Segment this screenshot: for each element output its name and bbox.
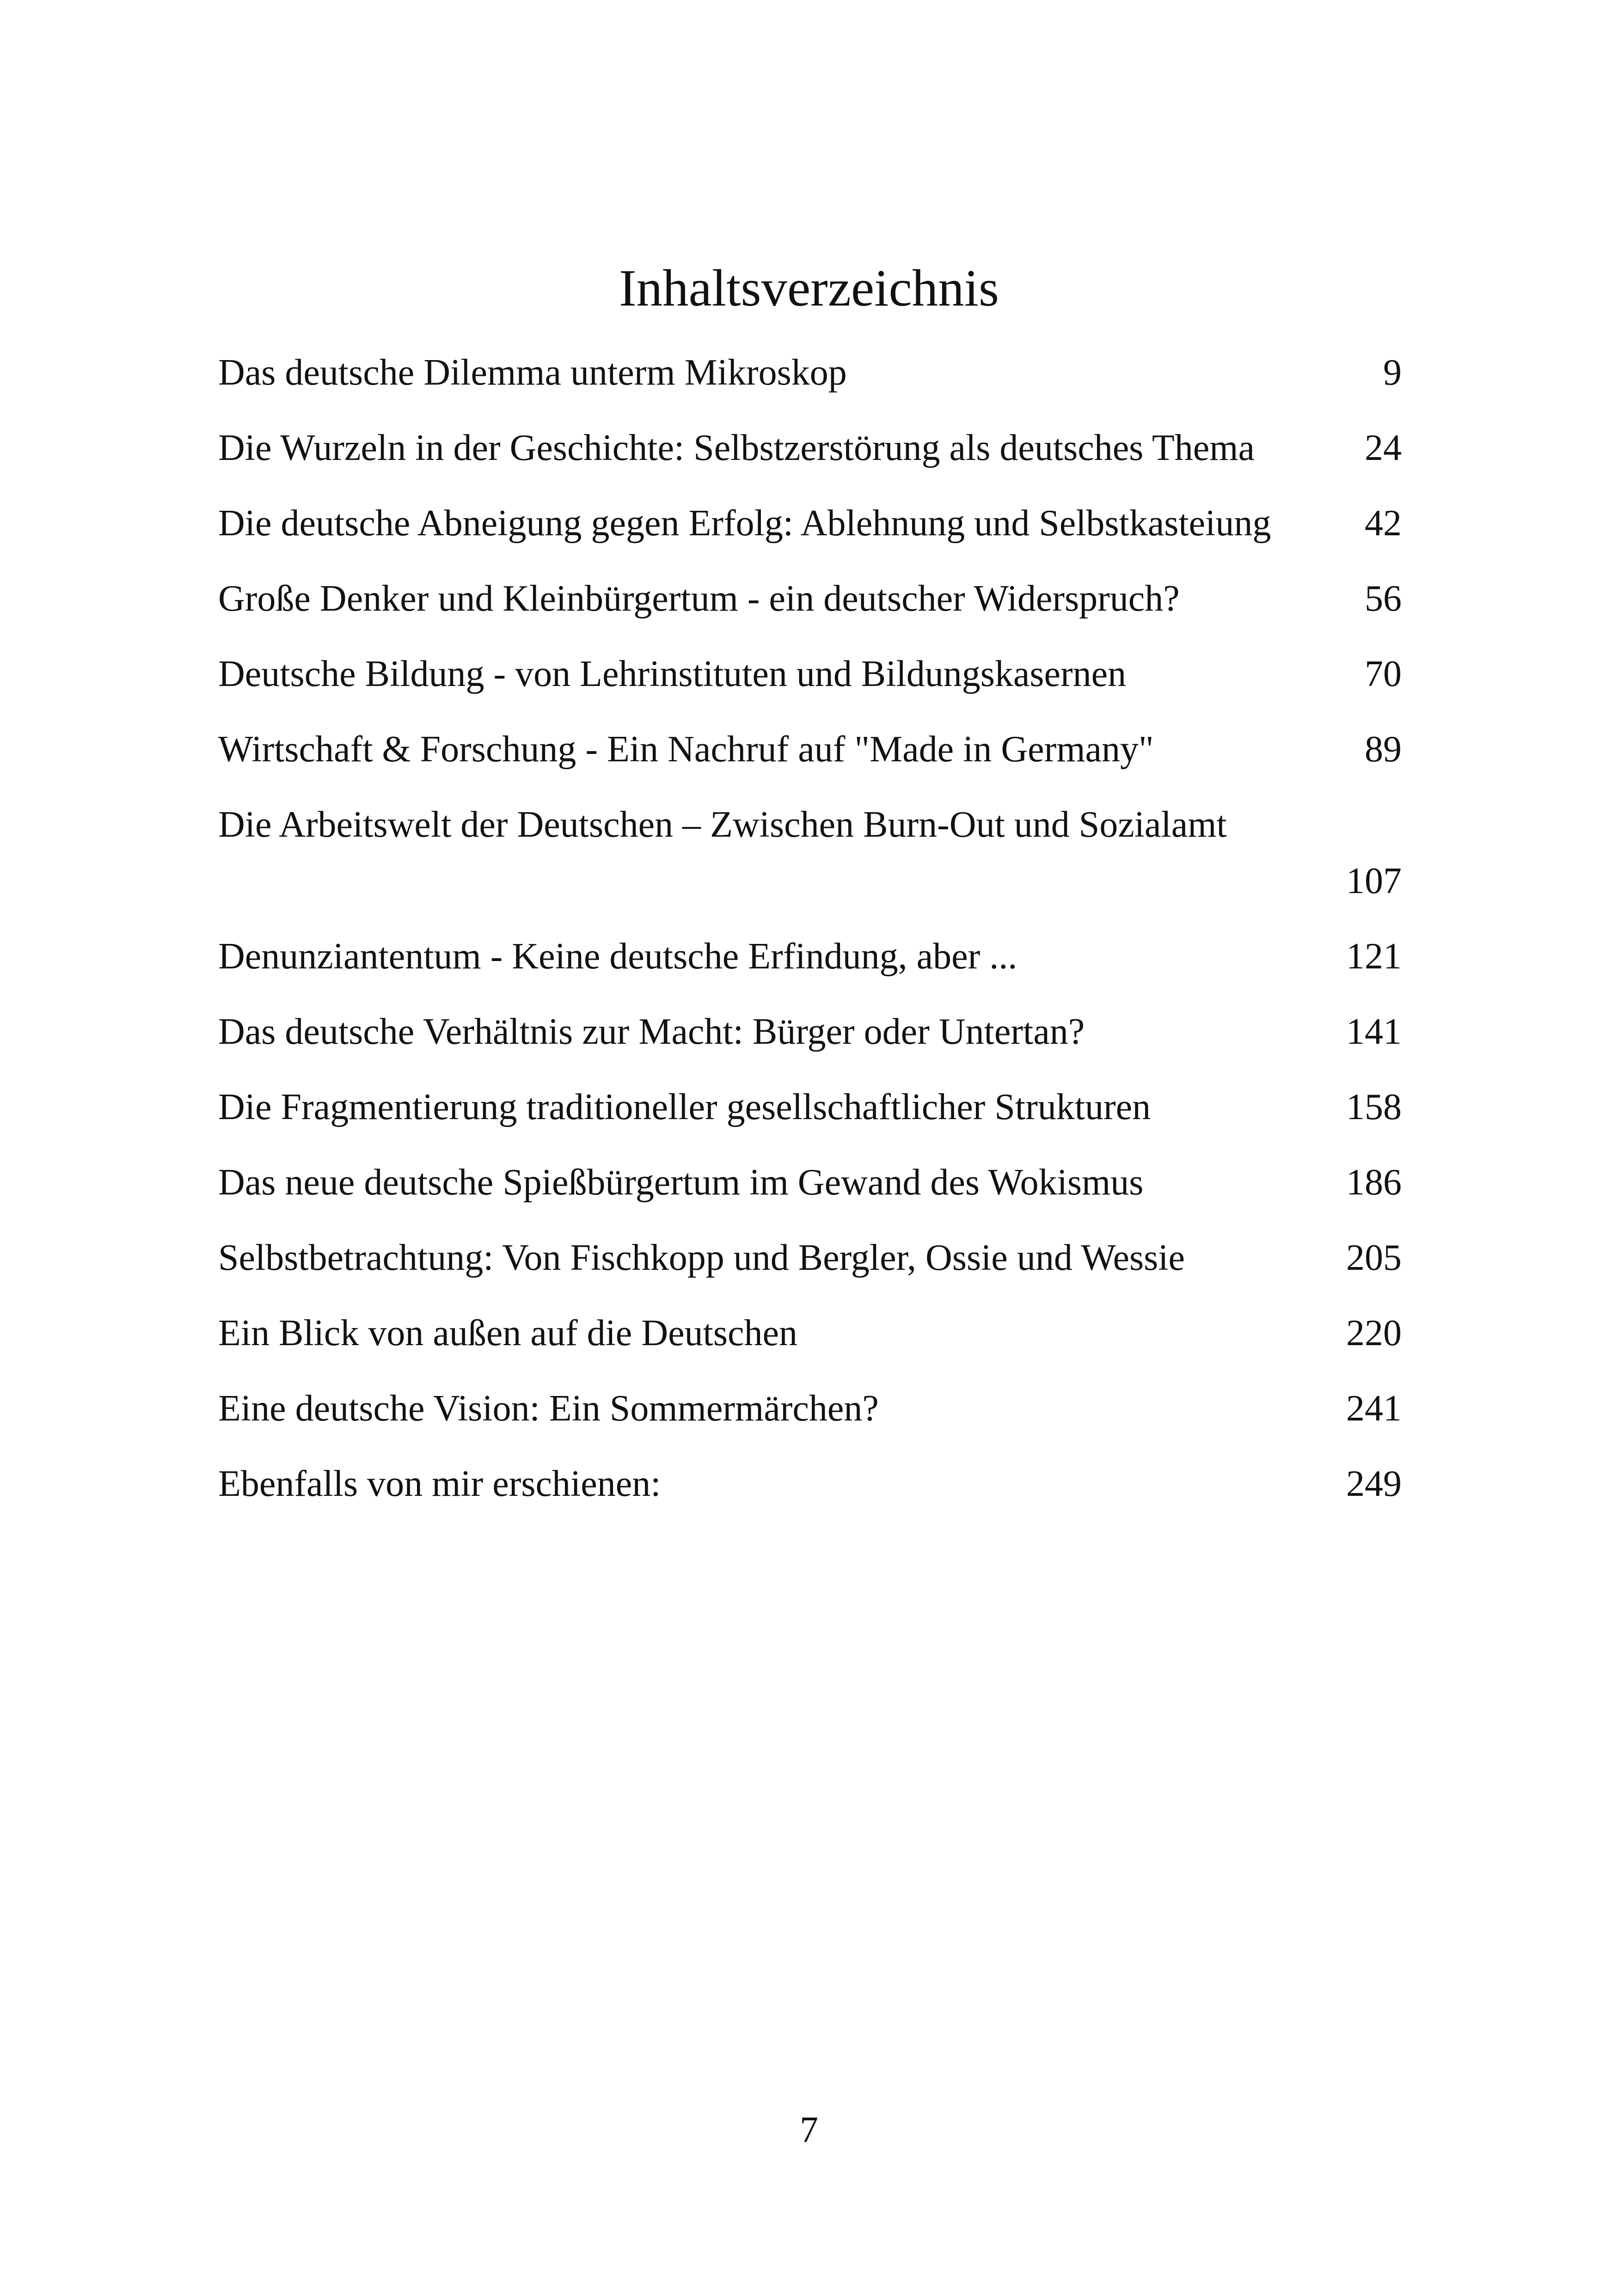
toc-entry[interactable] bbox=[218, 570, 1402, 627]
toc-entry-page: 241 bbox=[1346, 1388, 1402, 1429]
toc-entry-page: 89 bbox=[1365, 729, 1402, 770]
toc-entry[interactable] bbox=[218, 1230, 1402, 1286]
toc-entry-page: 9 bbox=[1383, 352, 1402, 393]
toc-entry-page: 107 bbox=[1346, 861, 1402, 901]
toc-entry-title: Die Arbeitswelt der Deutschen – Zwischen Burn-Out und Sozialamt bbox=[218, 804, 1227, 845]
toc-entry[interactable] bbox=[218, 1380, 1402, 1437]
toc-entry[interactable] bbox=[218, 344, 1402, 401]
toc-entry-title: Das deutsche Dilemma unterm Mikroskop bbox=[218, 352, 847, 393]
toc-entry[interactable] bbox=[218, 495, 1402, 551]
table-of-contents bbox=[218, 344, 1402, 1531]
toc-entry-title: Große Denker und Kleinbürgertum - ein deutscher Widerspruch? bbox=[218, 578, 1180, 619]
toc-entry-page: 42 bbox=[1365, 503, 1402, 544]
toc-entry-title: Das neue deutsche Spießbürgertum im Gewand des Wokismus bbox=[218, 1162, 1144, 1203]
toc-entry[interactable] bbox=[218, 796, 1402, 909]
toc-entry-page: 249 bbox=[1346, 1463, 1402, 1504]
toc-entry-title: Die Wurzeln in der Geschichte: Selbstzerstörung als deutsches Thema bbox=[218, 428, 1255, 468]
toc-entry-page: 220 bbox=[1346, 1313, 1402, 1353]
toc-entry[interactable] bbox=[218, 646, 1402, 702]
toc-entry-title: Das deutsche Verhältnis zur Macht: Bürger oder Untertan? bbox=[218, 1011, 1085, 1052]
toc-entry-title: Ein Blick von außen auf die Deutschen bbox=[218, 1313, 797, 1353]
toc-entry[interactable] bbox=[218, 1456, 1402, 1512]
toc-entry-page: 205 bbox=[1346, 1237, 1402, 1278]
toc-entry-page: 141 bbox=[1346, 1011, 1402, 1052]
toc-entry-title: Die Fragmentierung traditioneller gesellschaftlicher Strukturen bbox=[218, 1087, 1151, 1127]
toc-entry-title: Die deutsche Abneigung gegen Erfolg: Ablehnung und Selbstkasteiung bbox=[218, 503, 1271, 544]
toc-entry-title: Deutsche Bildung - von Lehrinstituten und Bildungskasernen bbox=[218, 654, 1127, 694]
toc-entry-page: 56 bbox=[1365, 578, 1402, 619]
page-number: 7 bbox=[800, 2110, 818, 2150]
toc-entry[interactable] bbox=[218, 1004, 1402, 1060]
page-title: Inhaltsverzeichnis bbox=[619, 259, 999, 317]
toc-entry-title: Denunziantentum - Keine deutsche Erfindung, aber ... bbox=[218, 936, 1017, 977]
toc-entry[interactable] bbox=[218, 1305, 1402, 1361]
toc-entry[interactable] bbox=[218, 1154, 1402, 1211]
toc-entry-page: 70 bbox=[1365, 654, 1402, 694]
toc-entry[interactable] bbox=[218, 420, 1402, 476]
toc-entry-title: Eine deutsche Vision: Ein Sommermärchen? bbox=[218, 1388, 879, 1429]
toc-entry-page: 121 bbox=[1346, 936, 1402, 977]
toc-entry[interactable] bbox=[218, 1079, 1402, 1135]
toc-entry-page: 24 bbox=[1365, 428, 1402, 468]
toc-entry-page: 158 bbox=[1346, 1087, 1402, 1127]
toc-entry[interactable] bbox=[218, 928, 1402, 985]
toc-entry-title: Ebenfalls von mir erschienen: bbox=[218, 1463, 661, 1504]
toc-entry-title: Wirtschaft & Forschung - Ein Nachruf auf "Made in Germany" bbox=[218, 729, 1154, 770]
toc-entry[interactable] bbox=[218, 721, 1402, 778]
toc-entry-page: 186 bbox=[1346, 1162, 1402, 1203]
toc-entry-title: Selbstbetrachtung: Von Fischkopp und Bergler, Ossie und Wessie bbox=[218, 1237, 1185, 1278]
